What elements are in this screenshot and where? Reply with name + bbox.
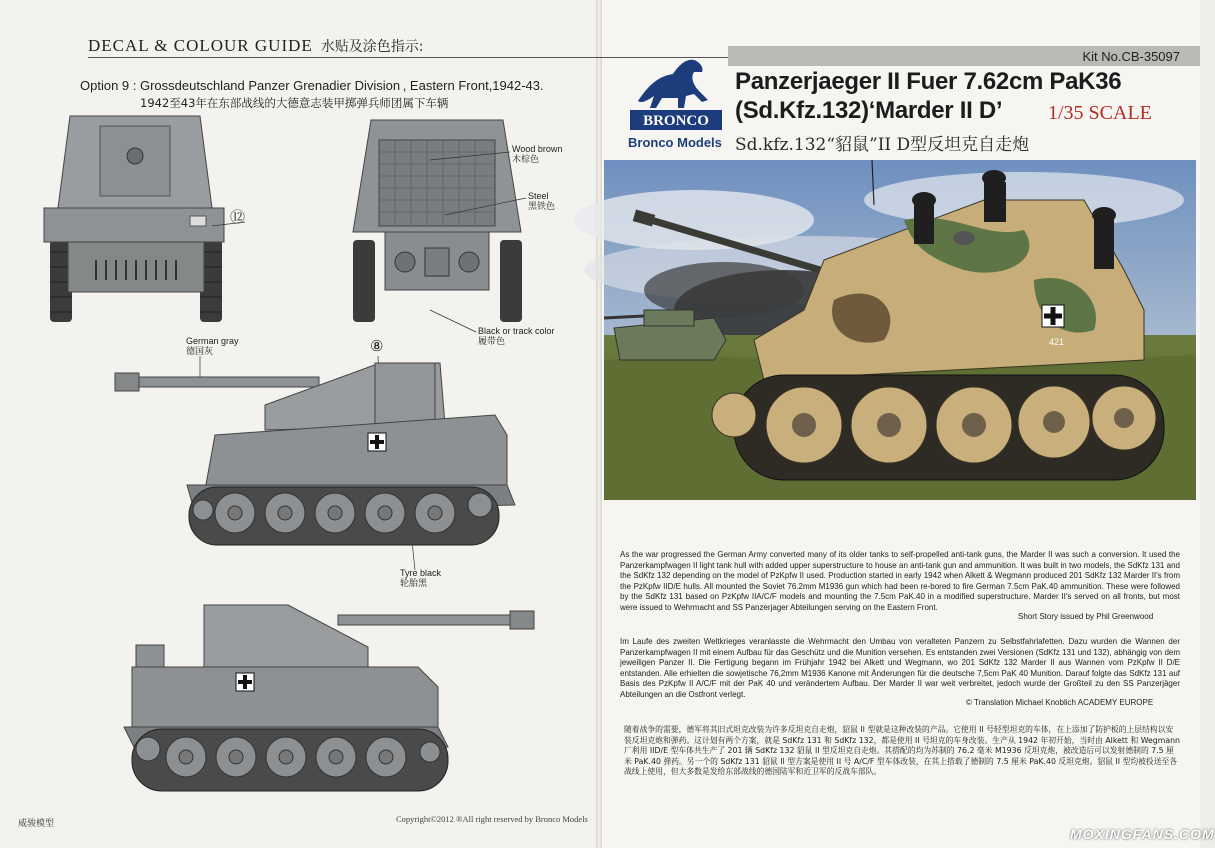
story-english: As the war progressed the German Army converted many of its older tanks to self-propelled anti-tank guns, the Marder II was such a conversion. It used the Panzerkampfwagen II light tank hull with added upper superstructure to house an anti-tank gun and ammunition. It was built in two models, the SdKfz 131 and the SdKfz 132 depending on the model of PzKpfw II used. Production started in early 1942 when Alkett & Wegmann produced 201 SdKfz 132 Marder II's from the PzKpfw IID/E hulls. All mounted the Soviet 76.2mm M1936 gun which had been re-bored to fire German 7.5cm PaK.40 ammunition. These were followed by the SdKfz 131 based on PzKpfw IIA/C/F models and mounting the 7.5cm PaK.40 in a modified superstructure. Marder II's served on all fronts, but most were issued to Wehrmacht and SS Panzerjager Abteilungen serving on the Eastern Front. [620,550,1180,612]
product-title-line2: (Sd.Kfz.132)‘Marder II D’ [735,97,1003,124]
wood-brown-label-zh: 木棕色 [512,155,540,165]
product-title-line1: Panzerjaeger II Fuer 7.62cm PaK36 [735,68,1122,95]
translation-credit: © Translation Michael Knoblich ACADEMY EUROPE [966,698,1154,707]
option-title-zh: 1942至43年在东部战线的大德意志装甲掷弹兵师团属下车辆 [140,96,449,110]
brand-name: Bronco Models [628,135,722,150]
black-track-label-zh: 履带色 [478,337,506,347]
decal-8-marker: ⑧ [370,338,384,355]
steel-label: Steel [528,191,549,201]
copyright: Copyright©2012 ®All right reserved by Bronco Models [396,814,588,824]
steel-label-zh: 黑铁色 [528,202,556,212]
kit-number-bar [728,46,1200,66]
german-gray-label: German gray [186,336,239,346]
wood-brown-label: Wood brown [512,144,563,154]
option-title: Option 9 : Grossdeutschland Panzer Grenadier Division , Eastern Front,1942-43. [80,78,544,93]
black-track-label: Black or track color [478,326,555,336]
tyre-black-callout [400,568,441,590]
left-side-view-drawing [115,355,515,550]
kit-number: Kit No.CB-35097 [1082,49,1180,64]
tank-number: 421 [1049,337,1065,347]
story-chinese: 随着战争的需要，德军将其旧式坦克改装为许多反坦克自走炮，貂鼠 II 型就是这种改装的产品。它使用 II 号轻型坦克的车体，在上添加了防护板的上层结构以安装反坦克炮和弹药。这计划有两个方案，就是 SdKfz 131 和 SdKfz 132，都是使用 II 号坦克的车身改装。生产从 1942 年初开始，当时由 Alkett 和 Wegmann 厂利用 IID/E 型车体共生产了 201 辆 SdKfz 132 貂鼠 II 型反坦克自走炮。其搭配的均为苏制的 76.2 毫米 M1936 反坦克炮，被改造后可以发射德制的 7.5 厘米 PaK.40 弹药。另一个的 SdKfz 131 貂鼠 II 型方案是使用 II 号 A/C/F 型车体改装，在其上搭载了德制的 7.5 厘米 PaK.40 反坦克炮。貂鼠 II 型均被投送至各战线上使用，但大多数是发给东部战线的德国陆军和近卫军的反战车部队。 [624,725,1180,776]
watermark: MOXINGFANS.COM [1070,826,1215,842]
scale-label: 1/35 SCALE [1048,102,1152,124]
german-gray-label-zh: 德国灰 [186,347,214,357]
product-title-zh: Sd.kfz.132“貂鼠”II D型反坦克自走炮 [735,135,1030,155]
box-art-illustration [604,160,1196,500]
logo-text: BRONCO [643,113,709,129]
decal-12-marker: ⑫ [230,209,246,226]
tyre-black-label: Tyre black [400,568,442,578]
bronco-logo [628,46,724,132]
story-german: Im Laufe des zweiten Weltkrieges veranlasste die Wehrmacht den Umbau von veralteten Panzern zu Selbstfahrlafetten. Dazu wurden die Wannen der Panzerkampfwagen II mit einem Aufbau für das Geschütz und die Munition versehen. Es entstanden zwei Versionen (SdKfz 131 und 132), abhängig von dem jeweiligen Panzer II. Die Fertigung begann im Frühjahr 1942 bei Alkett und Wegmann, wo 201 SdKfz 132 Marder II aus Wannen vom PzKpfw II D/E entstanden. Alle erhielten die sowjetische 76,2mm M1936 Kanone mit Änderungen für die deutsche 7,5cm PaK 40 Munition. Darauf folgte das SdKfz 131 auf Basis des PzKpfw II A/C/F mit der PaK 40 und verändertem Aufbau. Der Marder II war weit verbreitet, jedoch wurde der Großteil zu den SS Panzerjäger Abteilungen an die Ostfront verlegt. [620,637,1180,699]
guide-title-en: DECAL & COLOUR GUIDE [88,36,313,55]
story-credit: Short Story issued by Phil Greenwood [1018,612,1154,621]
right-side-view-drawing [118,597,536,797]
left-page-footer-label: 威骏模型 [18,819,55,829]
guide-title-zh: 水贴及涂色指示: [320,39,424,55]
tyre-black-label-zh: 轮胎黑 [400,579,428,589]
